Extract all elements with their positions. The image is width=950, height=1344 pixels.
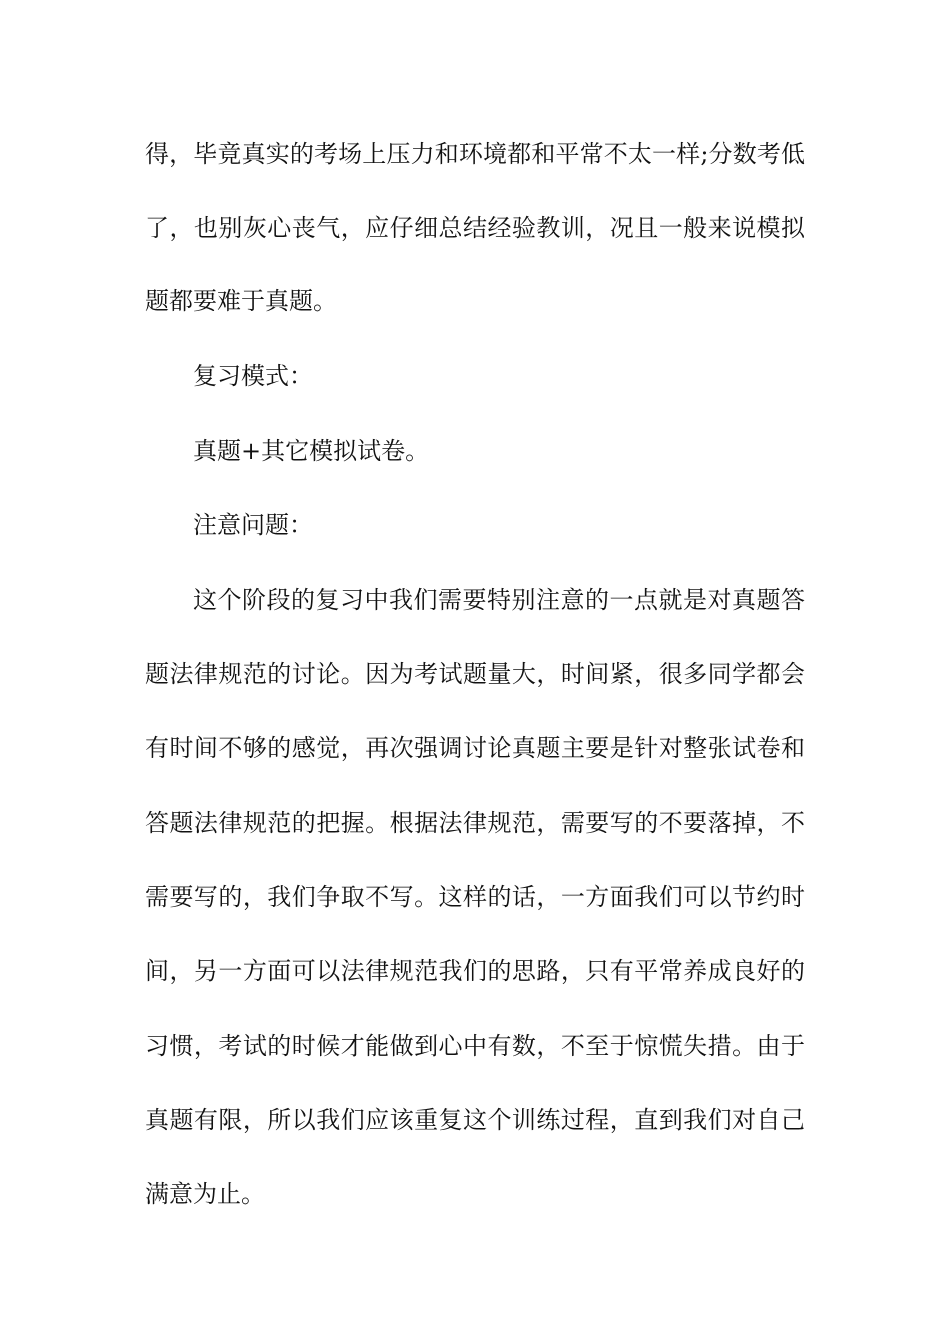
paragraph-1-line-1: 得，毕竟真实的考场上压力和环境都和平常不太一样;分数考低: [145, 140, 805, 168]
paragraph-5-line-1: 这个阶段的复习中我们需要特别注意的一点就是对真题答: [193, 586, 805, 614]
section-heading-notes: 注意问题：: [193, 511, 313, 539]
paragraph-5-line-9: 满意为止。: [145, 1180, 265, 1208]
section-heading-review-mode: 复习模式：: [193, 362, 313, 390]
paragraph-5-line-5: 需要写的，我们争取不写。这样的话，一方面我们可以节约时: [145, 883, 805, 911]
paragraph-5-line-8: 真题有限，所以我们应该重复这个训练过程，直到我们对自己: [145, 1106, 805, 1134]
paragraph-5-line-7: 习惯，考试的时候才能做到心中有数，不至于惊慌失措。由于: [145, 1032, 805, 1060]
paragraph-1-line-2: 了，也别灰心丧气，应仔细总结经验教训，况且一般来说模拟: [145, 214, 805, 242]
paragraph-5-line-3: 有时间不够的感觉，再次强调讨论真题主要是针对整张试卷和: [145, 734, 805, 762]
paragraph-5-line-6: 间，另一方面可以法律规范我们的思路，只有平常养成良好的: [145, 957, 805, 985]
paragraph-5-line-2: 题法律规范的讨论。因为考试题量大，时间紧，很多同学都会: [145, 660, 805, 688]
paragraph-1-line-3: 题都要难于真题。: [145, 287, 337, 315]
paragraph-5-line-4: 答题法律规范的把握。根据法律规范，需要写的不要落掉，不: [145, 809, 805, 837]
review-mode-content: 真题+其它模拟试卷。: [193, 437, 430, 465]
